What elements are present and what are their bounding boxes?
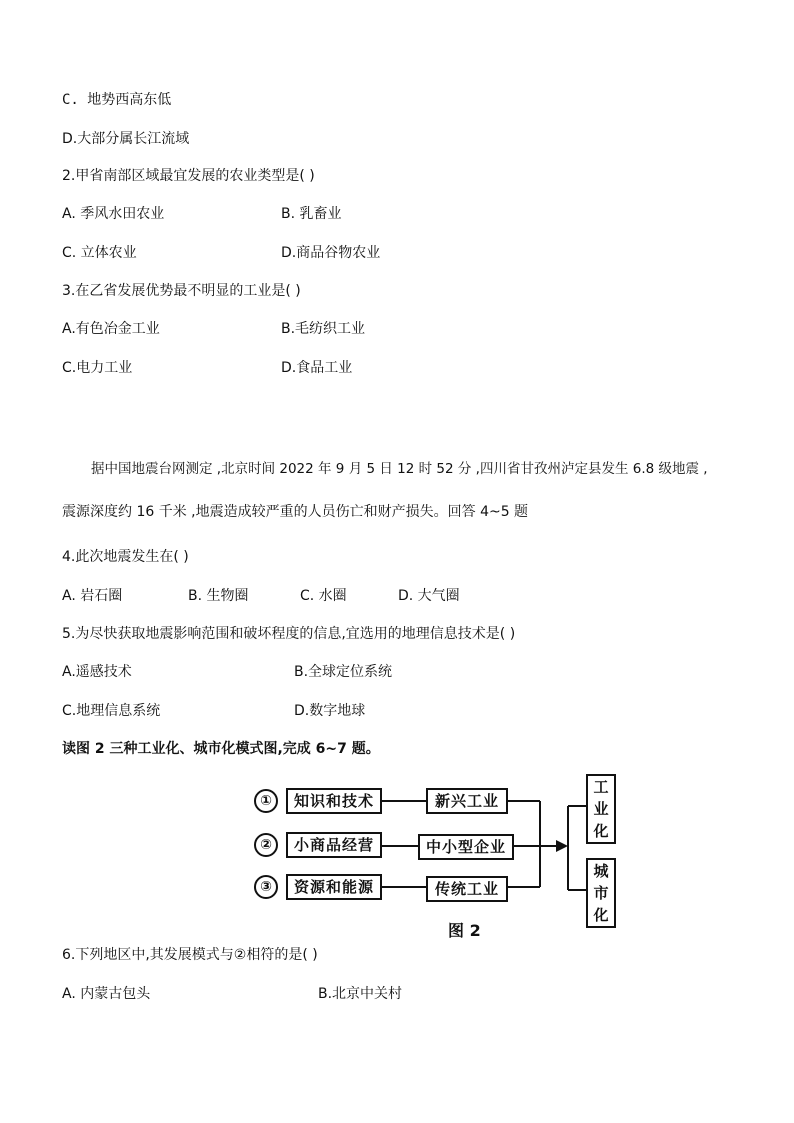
- diagram-source-3: 资源和能源: [286, 874, 382, 900]
- figure-caption: 图 2: [448, 921, 481, 940]
- result-industrialization-char-3: 化: [593, 822, 609, 840]
- q6-option-b: B.北京中关村: [318, 986, 403, 1002]
- diagram-result-urbanization: [586, 858, 616, 928]
- q3-stem: 3.在乙省发展优势最不明显的工业是( ): [62, 283, 301, 299]
- result-industrialization-char-2: 业: [593, 800, 609, 818]
- q5-stem: 5.为尽快获取地震影响范围和破坏程度的信息,宜选用的地理信息技术是( ): [62, 626, 516, 642]
- q2-option-a: A. 季风水田农业: [62, 206, 165, 222]
- passage-line-2: 震源深度约 16 千米 ,地震造成较严重的人员伤亡和财产损失。回答 4~5 题: [62, 504, 529, 520]
- q6-stem: 6.下列地区中,其发展模式与②相符的是( ): [62, 947, 318, 963]
- q2-option-c: C. 立体农业: [62, 245, 137, 261]
- q4-option-c: C. 水圈: [300, 588, 347, 604]
- q4-option-d: D. 大气圈: [398, 588, 460, 604]
- diagram-source-1: 知识和技术: [286, 788, 382, 814]
- result-urbanization-char-3: 化: [593, 906, 609, 924]
- q3-option-b: B.毛纺织工业: [281, 321, 366, 337]
- q6-option-a: A. 内蒙古包头: [62, 986, 151, 1002]
- q5-option-a: A.遥感技术: [62, 664, 132, 680]
- result-industrialization-char-1: 工: [593, 778, 609, 796]
- q3-option-a: A.有色冶金工业: [62, 321, 160, 337]
- diagram-industry-3: 传统工业: [426, 876, 508, 902]
- diagram-number-3: ③: [254, 875, 278, 899]
- q2-option-d: D.商品谷物农业: [281, 245, 381, 261]
- diagram-number-2: ②: [254, 833, 278, 857]
- q1-option-d: D.大部分属长江流域: [62, 131, 190, 147]
- q5-option-c: C.地理信息系统: [62, 703, 161, 719]
- q2-option-b: B. 乳畜业: [281, 206, 342, 222]
- q4-option-b: B. 生物圈: [188, 588, 249, 604]
- industrialization-diagram: [250, 772, 630, 940]
- q4-option-a: A. 岩石圈: [62, 588, 123, 604]
- diagram-source-2: 小商品经营: [286, 832, 382, 858]
- q2-stem: 2.甲省南部区域最宜发展的农业类型是( ): [62, 168, 315, 184]
- q3-option-c: C.电力工业: [62, 360, 133, 376]
- diagram-industry-1: 新兴工业: [426, 788, 508, 814]
- q5-option-b: B.全球定位系统: [294, 664, 393, 680]
- q1-option-c: C. 地势西高东低: [62, 92, 172, 108]
- figure-intro: 读图 2 三种工业化、城市化模式图,完成 6~7 题。: [62, 741, 380, 757]
- diagram-industry-2: 中小型企业: [418, 834, 514, 860]
- q3-option-d: D.食品工业: [281, 360, 353, 376]
- passage-line-1: 据中国地震台网测定 ,北京时间 2022 年 9 月 5 日 12 时 52 分 ,四川省甘孜州泸定县发生 6.8 级地震 ,: [91, 461, 708, 477]
- diagram-result-industrialization: [586, 774, 616, 844]
- result-urbanization-char-2: 市: [593, 884, 609, 902]
- result-urbanization-char-1: 城: [593, 862, 609, 880]
- diagram-number-1: ①: [254, 789, 278, 813]
- q5-option-d: D.数字地球: [294, 703, 366, 719]
- q4-stem: 4.此次地震发生在( ): [62, 549, 189, 565]
